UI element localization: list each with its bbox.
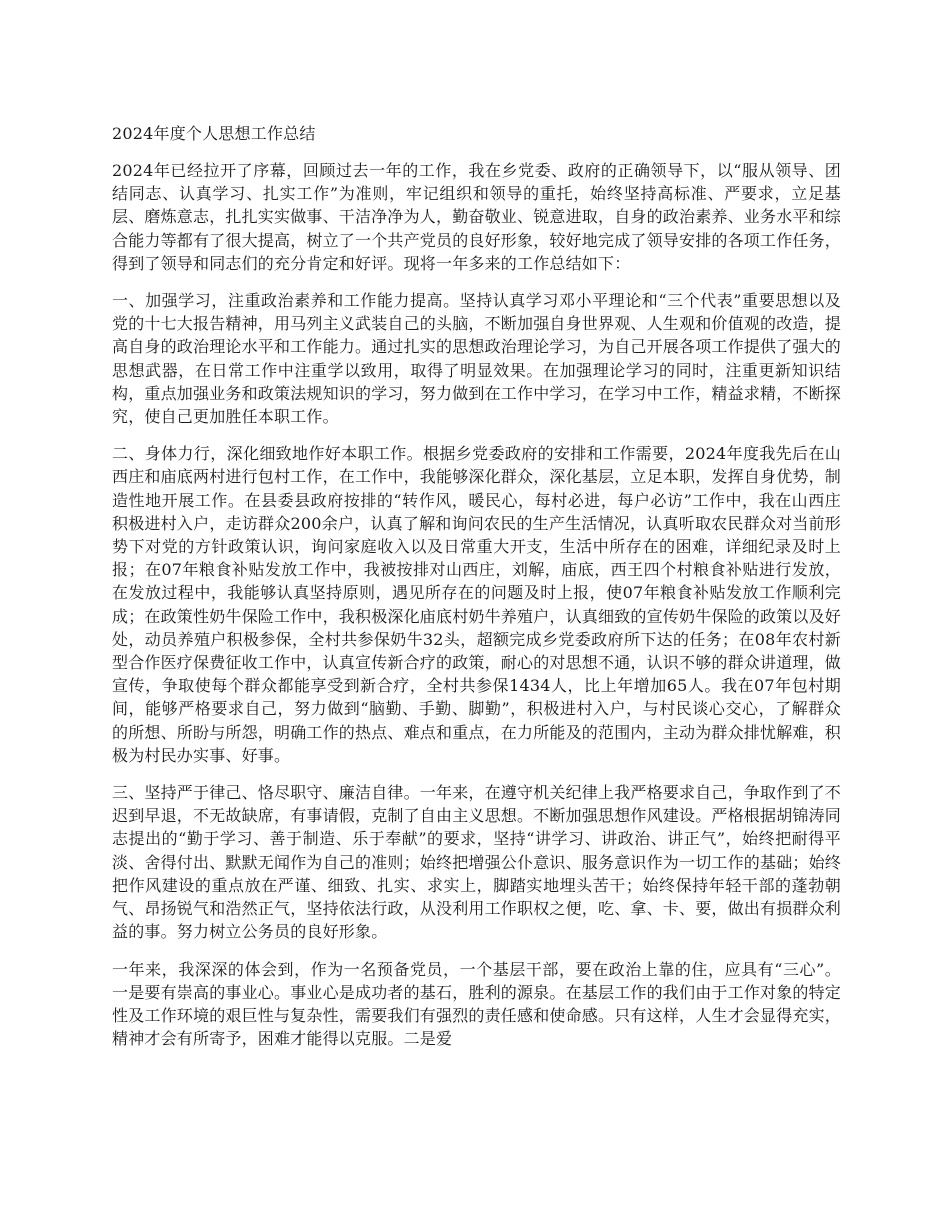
paragraph-section-2: 二、身体力行，深化细致地作好本职工作。根据乡党委政府的安排和工作需要，2024年度我先后在山西庄和庙底两村进行包村工作，在工作中，我能够深化群众，深化基层，立足本职，发挥自身优势，制造性地开展工作。在县委县政府按排的“转作风，暖民心，每村必进，每户必访”工作中，我在山西庄积极进村入户，走访群众200余户，认真了解和询问农民的生产生活情况，认真听取农民群众对当前形势下对党的方针政策认识，询问家庭收入以及日常重大开支，生活中所存在的困难，详细纪录及时上报；在07年粮食补贴发放工作中，我被按排对山西庄，刘解，庙底，西王四个村粮食补贴进行发放，在发放过程中，我能够认真坚持原则，遇见所存在的问题及时上报，使07年粮食补贴发放工作顺利完成；在政策性奶牛保险工作中，我积极深化庙底村奶牛养殖户，认真细致的宣传奶牛保险的政策以及好处，动员养殖户积极参保，全村共参保奶牛32头，超额完成乡党委政府所下达的任务；在08年农村新型合作医疗保费征收工作中，认真宣传新合疗的政策，耐心的对思想不通，认识不够的群众讲道理，做宣传，争取使每个群众都能享受到新合疗，全村共参保1434人，比上年增加65人。我在07年包村期间，能够严格要求自己，努力做到“脑勤、手勤、脚勤”，积极进村入户，与村民谈心交心，了解群众的所想、所盼与所怨，明确工作的热点、难点和重点，在力所能及的范围内，主动为群众排忧解难，积极为村民办实事、好事。 <box>112 444 842 765</box>
paragraph-section-3: 三、坚持严于律己、恪尽职守、廉洁自律。一年来，在遵守机关纪律上我严格要求自己，争取作到了不迟到早退，不无故缺席，有事请假，克制了自由主义思想。不断加强思想作风建设。严格根据胡锦涛同志提出的“勤于学习、善于制造、乐于奉献”的要求，坚持“讲学习、讲政治、讲正气”，始终把耐得平淡、舍得付出、默默无闻作为自己的准则；始终把增强公仆意识、服务意识作为一切工作的基础；始终把作风建设的重点放在严谨、细致、扎实、求实上，脚踏实地埋头苦干；始终保持年轻干部的蓬勃朝气、昂扬锐气和浩然正气，坚持依法行政，从没利用工作职权之便，吃、拿、卡、要，做出有损群众利益的事。努力树立公务员的良好形象。 <box>112 783 842 942</box>
paragraph-reflection: 一年来，我深深的体会到，作为一名预备党员，一个基层干部，要在政治上靠的住，应具有“三心”。一是要有崇高的事业心。事业心是成功者的基石，胜利的源泉。在基层工作的我们由于工作对象的特定性及工作环境的艰巨性与复杂性，需要我们有强烈的责任感和使命感。只有这样，人生才会显得充实，精神才会有所寄予，困难才能得以克服。二是爱 <box>112 959 842 1049</box>
paragraph-intro: 2024年已经拉开了序幕，回顾过去一年的工作，我在乡党委、政府的正确领导下，以“服从领导、团结同志、认真学习、扎实工作”为准则，牢记组织和领导的重托，始终坚持高标准、严要求，立足基层、磨炼意志，扎扎实实做事、干洁净净为人，勤奋敬业、锐意进取，自身的政治素养、业务水平和综合能力等都有了很大提高，树立了一个共产党员的良好形象，较好地完成了领导安排的各项工作任务，得到了领导和同志们的充分肯定和好评。现将一年多来的工作总结如下： <box>112 161 842 273</box>
document-page <box>112 122 841 1064</box>
document-title: 2024年度个人思想工作总结 <box>112 124 316 143</box>
paragraph-section-1: 一、加强学习，注重政治素养和工作能力提高。坚持认真学习邓小平理论和“三个代表”重要思想以及党的十七大报告精神，用马列主义武装自己的头脑，不断加强自身世界观、人生观和价值观的改造，提高自身的政治理论水平和工作能力。通过扎实的思想政治理论学习，为自己开展各项工作提供了强大的思想武器，在日常工作中注重学以致用，取得了明显效果。在加强理论学习的同时，注重更新知识结构，重点加强业务和政策法规知识的学习，努力做到在工作中学习，在学习中工作，精益求精，不断探究，使自己更加胜任本职工作。 <box>112 291 842 427</box>
